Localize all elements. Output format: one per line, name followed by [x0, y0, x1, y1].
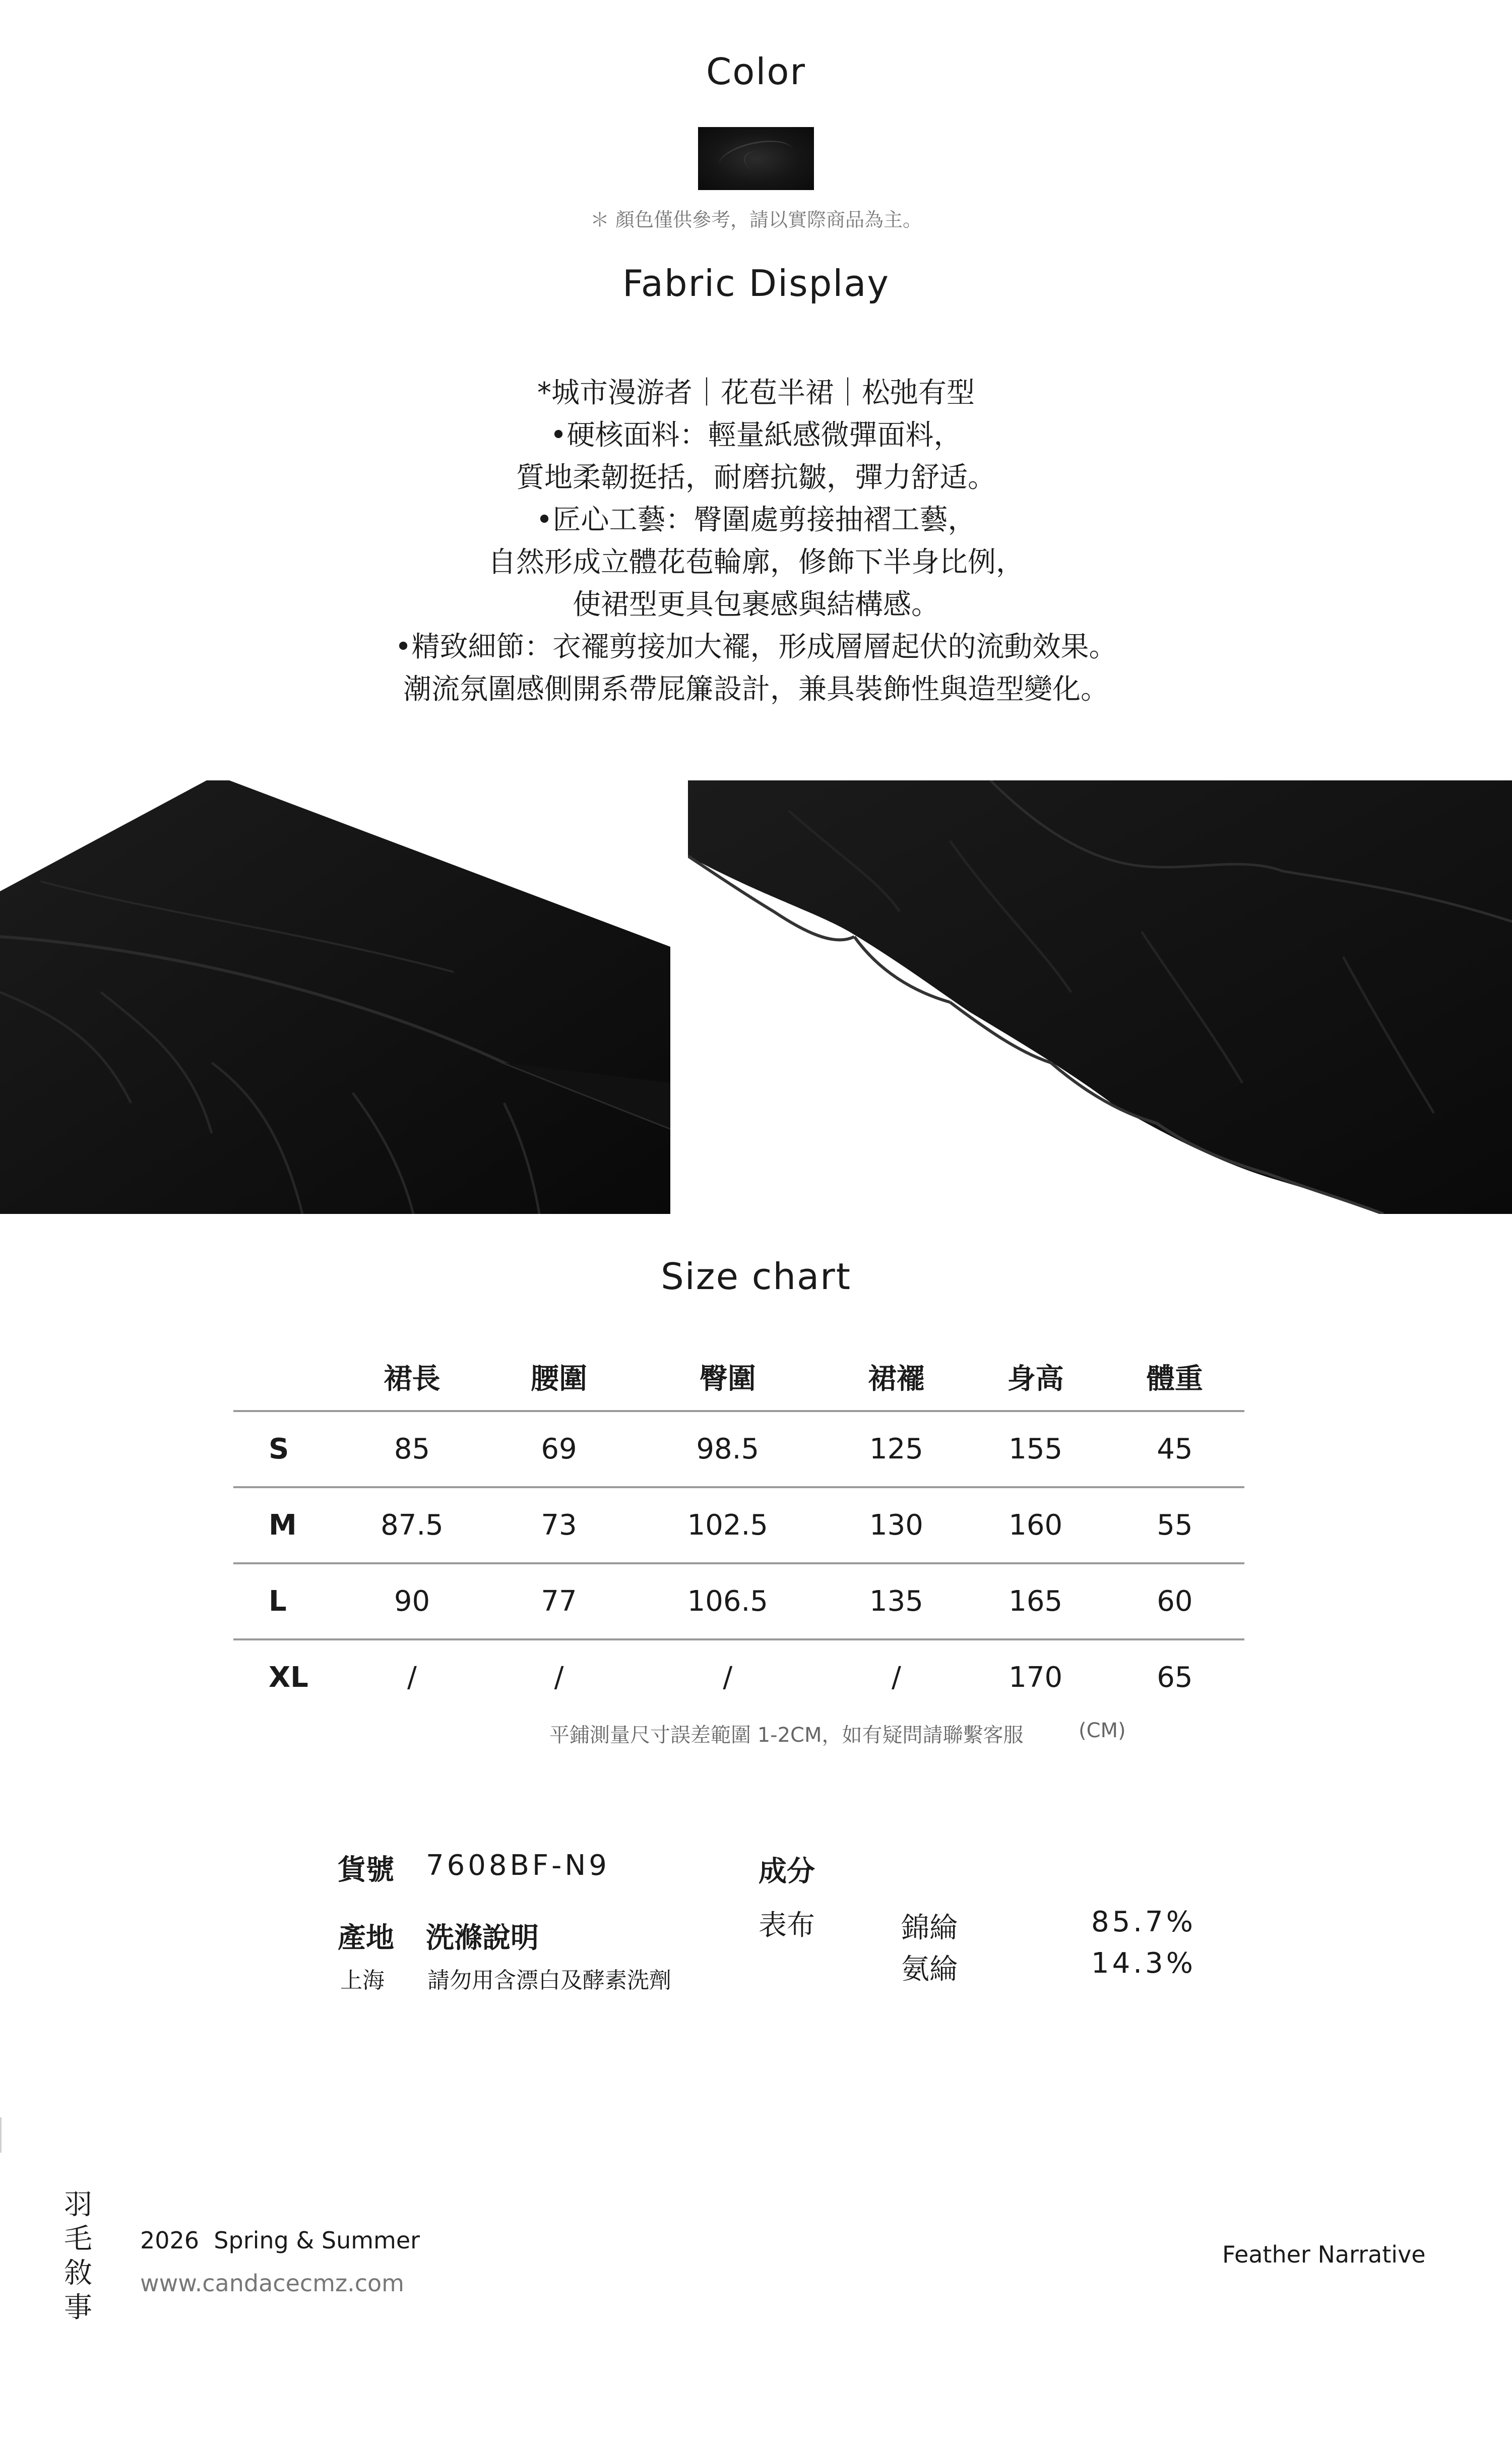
table-cell: /	[489, 1639, 628, 1715]
fabric-line: 質地柔韌挺括，耐磨抗皺，彈力舒适。	[516, 461, 996, 494]
fabric-line: 自然形成立體花苞輪廓，修飾下半身比例，	[488, 546, 1024, 579]
tagline: Feather Narrative	[1222, 2241, 1426, 2268]
table-cell: 160	[966, 1487, 1105, 1563]
table-cell: 85	[335, 1411, 489, 1487]
brand-char: 毛	[64, 2223, 92, 2255]
table-cell: /	[335, 1639, 489, 1715]
table-cell: 90	[335, 1563, 489, 1639]
table-row	[233, 1487, 1244, 1563]
size-header-weight: 體重	[1146, 1363, 1203, 1395]
season-text: 2026 Spring & Summer	[140, 2227, 420, 2254]
material-percent: 14.3%	[1091, 1947, 1196, 1980]
table-row	[233, 1411, 1244, 1487]
size-unit: (CM)	[1079, 1719, 1126, 1742]
size-header-waist: 腰圍	[531, 1363, 588, 1395]
table-cell: 165	[966, 1563, 1105, 1639]
brand-vertical	[63, 2188, 93, 2325]
size-label: S	[233, 1411, 335, 1487]
table-cell: /	[827, 1639, 966, 1715]
table-cell: /	[628, 1639, 827, 1715]
size-header-hem: 裙襬	[868, 1363, 925, 1395]
origin-value: 上海	[340, 1968, 385, 1993]
material-name: 錦綸	[901, 1912, 958, 1944]
size-header-empty	[233, 1344, 335, 1411]
fabric-heading: Fabric Display	[622, 262, 890, 304]
side-mark	[0, 2117, 2, 2153]
size-table-header	[233, 1344, 1244, 1411]
table-cell: 55	[1105, 1487, 1244, 1563]
color-heading: Color	[706, 50, 806, 93]
size-header-height: 身高	[1007, 1363, 1064, 1395]
color-note: ＊ 顏色僅供參考，請以實際商品為主。	[590, 209, 922, 231]
brand-char: 羽	[64, 2188, 92, 2221]
size-table	[233, 1344, 1244, 1715]
table-cell: 65	[1105, 1639, 1244, 1715]
fabric-line: •匠心工藝：臀圍處剪接抽褶工藝，	[536, 504, 976, 536]
table-cell: 45	[1105, 1411, 1244, 1487]
table-cell: 102.5	[628, 1487, 827, 1563]
fabric-photo-hem	[688, 780, 1512, 1214]
table-row	[233, 1563, 1244, 1639]
origin-label: 產地	[338, 1922, 394, 1955]
table-cell: 125	[827, 1411, 966, 1487]
size-header-length: 裙長	[384, 1363, 440, 1395]
table-row	[233, 1639, 1244, 1715]
table-cell: 60	[1105, 1563, 1244, 1639]
fabric-photo-waist	[0, 780, 670, 1214]
color-swatch-black[interactable]	[698, 127, 814, 190]
composition-label: 成分	[759, 1855, 815, 1888]
table-cell: 87.5	[335, 1487, 489, 1563]
fabric-line: *城市漫游者｜花苞半裙｜松弛有型	[537, 377, 975, 409]
fabric-line: 使裙型更具包裹感與結構感。	[573, 588, 939, 621]
table-cell: 77	[489, 1563, 628, 1639]
fabric-description	[0, 372, 1512, 711]
table-cell: 170	[966, 1639, 1105, 1715]
care-value: 請勿用含漂白及酵素洗劑	[427, 1968, 671, 1993]
fabric-line: •硬核面料：輕量紙感微彈面料，	[550, 419, 962, 452]
fabric-part: 表布	[759, 1909, 815, 1942]
size-header-hip: 臀圍	[699, 1363, 756, 1395]
table-cell: 69	[489, 1411, 628, 1487]
item-no-label: 貨號	[338, 1854, 394, 1886]
table-cell: 98.5	[628, 1411, 827, 1487]
table-cell: 106.5	[628, 1563, 827, 1639]
table-cell: 155	[966, 1411, 1105, 1487]
brand-char: 事	[64, 2291, 92, 2324]
brand-char: 敘	[64, 2257, 92, 2290]
material-name: 氨綸	[901, 1953, 958, 1986]
care-label: 洗滌說明	[426, 1922, 539, 1955]
table-cell: 130	[827, 1487, 966, 1563]
table-cell: 135	[827, 1563, 966, 1639]
fabric-line: 潮流氛圍感側開系帶屁簾設計，兼具裝飾性與造型變化。	[403, 673, 1109, 706]
size-label: XL	[233, 1639, 335, 1715]
fabric-line: •精致細節：衣襬剪接加大襬，形成層層起伏的流動效果。	[395, 631, 1117, 663]
size-label: M	[233, 1487, 335, 1563]
material-percent: 85.7%	[1091, 1906, 1196, 1938]
size-label: L	[233, 1563, 335, 1639]
table-cell: 73	[489, 1487, 628, 1563]
size-heading: Size chart	[661, 1255, 851, 1298]
size-note: 平鋪測量尺寸誤差範圍 1-2CM，如有疑問請聯繫客服	[549, 1724, 1024, 1747]
website-link[interactable]: www.candacecmz.com	[140, 2270, 404, 2297]
item-no-value: 7608BF-N9	[426, 1849, 610, 1882]
